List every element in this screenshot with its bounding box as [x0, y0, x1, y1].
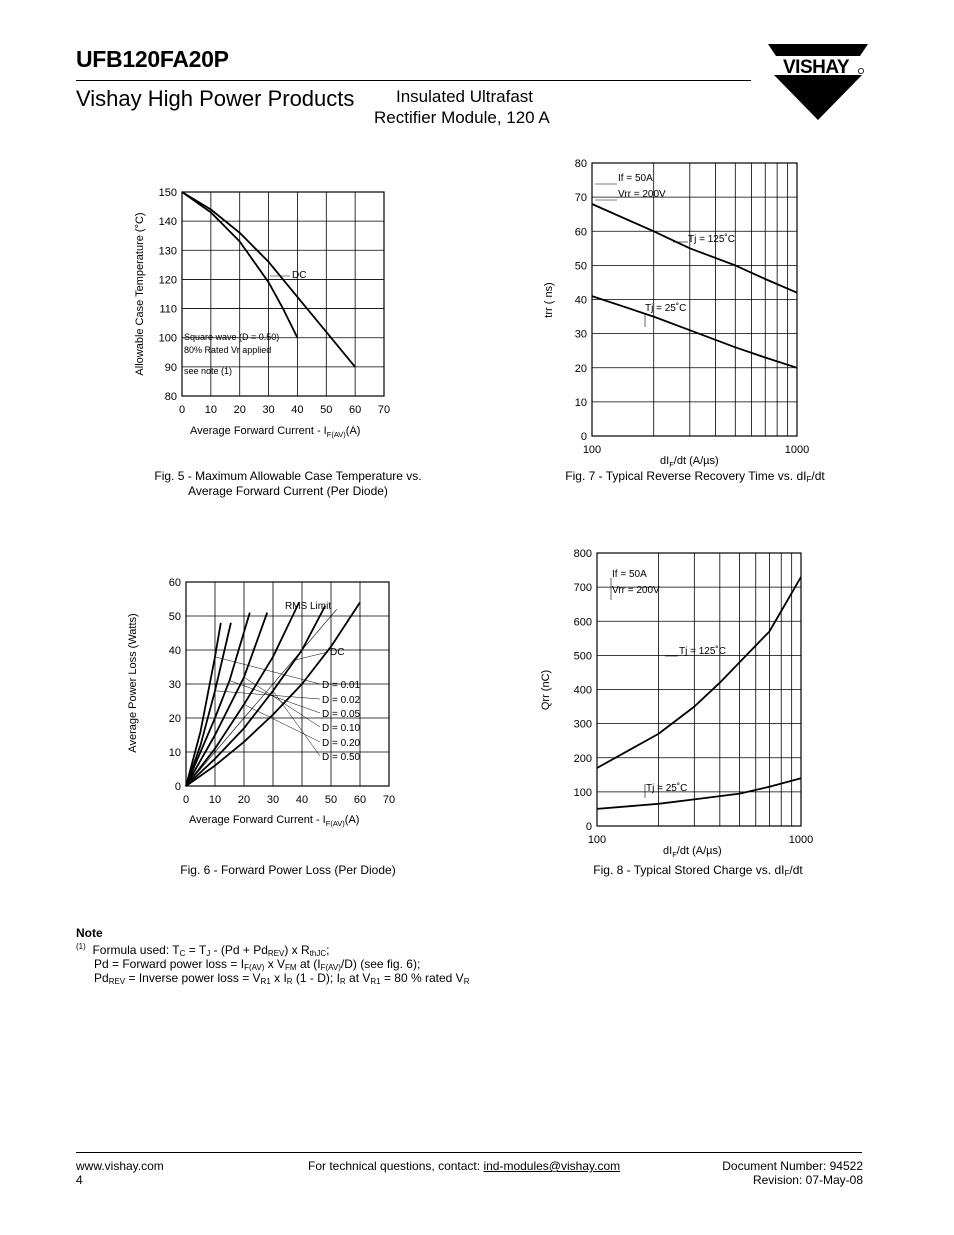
- fig6-duty-label-005: D = 0.05: [322, 709, 361, 720]
- fig6-y-tick-label: 10: [168, 747, 181, 759]
- fig8-x-tick-label: 100: [587, 834, 607, 846]
- fig5-dc-label: DC: [292, 270, 307, 281]
- fig6-duty-leader: [215, 657, 320, 684]
- fig7-y-tick-label: 50: [574, 260, 587, 273]
- fig8-label-25c: Tj = 25˚C: [646, 783, 688, 794]
- fig8-y-tick-label: 700: [573, 582, 592, 595]
- fig5-x-tick-label: 60: [349, 404, 362, 416]
- fig6-duty-label-020: D = 0.20: [322, 738, 361, 749]
- fig5-y-tick-label: 90: [164, 361, 177, 374]
- fig8-y-tick-label: 200: [573, 752, 592, 765]
- fig7-y-tick-label: 60: [574, 226, 587, 239]
- fig6-duty-leader: [244, 677, 320, 727]
- footer-right: [700, 1159, 863, 1187]
- fig7-ylabel: trr ( ns): [543, 282, 555, 318]
- fig6-x-tick-label: 60: [353, 794, 367, 806]
- fig8-ticks: [574, 548, 814, 846]
- fig7-y-tick-label: 0: [580, 431, 587, 443]
- product-line-2: Rectifier Module, 120 A: [374, 108, 550, 127]
- fig8-y-tick-label: 800: [573, 548, 592, 560]
- fig6-ticks: [169, 577, 395, 806]
- fig5-x-tick-label: 0: [178, 404, 186, 416]
- fig6-duty-leader: [230, 681, 321, 713]
- fig6-x-tick-label: 50: [324, 794, 338, 806]
- fig5-x-tick-label: 10: [204, 404, 217, 416]
- fig7-condition-2: Vrr = 200V: [618, 189, 666, 200]
- fig8-y-tick-label: 600: [573, 616, 592, 629]
- product-description: [374, 86, 550, 128]
- fig5-xlabel: Average Forward Current - $I_{F(AV)}(A)$: [190, 425, 361, 439]
- fig6-rms-limit-line: [186, 609, 337, 786]
- fig5-ylabel: Allowable Case Temperature (°C): [134, 212, 146, 376]
- fig7-y-tick-label: 40: [574, 294, 587, 307]
- fig5-x-tick-label: 30: [262, 404, 275, 416]
- part-number: UFB120FA20P: [76, 46, 229, 72]
- fig5-x-tick-label: 20: [233, 404, 246, 416]
- fig6-y-tick-label: 20: [168, 713, 181, 725]
- fig8-ylabel: Qrr (nC): [540, 669, 552, 711]
- fig7-y-tick-label: 10: [574, 396, 587, 409]
- fig6-x-tick-label: 70: [382, 794, 396, 806]
- fig5-x-tick-label: 70: [377, 404, 391, 416]
- fig8-y-tick-label: 0: [585, 821, 592, 833]
- fig6-duty-leader: [273, 691, 320, 756]
- fig6-chart: [120, 570, 410, 835]
- fig7-xlabel: $dI_F/dt$ (A/µs): [660, 455, 719, 469]
- fig7-y-tick-label: 20: [574, 362, 587, 375]
- fig6-duty-label-050: D = 0.50: [322, 752, 361, 763]
- fig5-annotation-1: Square wave (D = 0.50): [184, 332, 280, 342]
- fig7-x-tick-label: 1000: [784, 444, 810, 456]
- fig5-y-tick-label: 80: [164, 391, 177, 403]
- fig8-caption: Fig. 8 - Typical Stored Charge vs. $dI_F/dt$: [593, 863, 803, 878]
- fig6-dc-label: DC: [330, 647, 345, 658]
- logo-text: VISHAY: [783, 57, 849, 78]
- fig7-grid: [592, 163, 797, 436]
- fig7-y-tick-label: 70: [574, 192, 587, 205]
- fig7-y-tick-label: 80: [574, 158, 587, 170]
- fig6-xlabel: Average Forward Current - $I_{F(AV)}(A)$: [189, 814, 360, 828]
- fig6-y-tick-label: 0: [174, 781, 181, 793]
- fig5-chart: [120, 180, 410, 445]
- fig6-series-d-0-20: [186, 602, 299, 786]
- fig6-x-tick-label: 20: [237, 794, 251, 806]
- note-marker: (1): [76, 942, 86, 951]
- fig6-ylabel: Average Power Loss (Watts): [127, 613, 139, 753]
- fig7-label-125c: Tj = 125˚C: [688, 234, 735, 245]
- footer-document-number: Document Number: 94522: [722, 1159, 863, 1173]
- footer-revision: Revision: 07-May-08: [752, 1173, 863, 1187]
- fig7-y-tick-label: 30: [574, 328, 587, 341]
- fig8-chart: [535, 540, 835, 860]
- brand-line: Vishay High Power Products: [76, 86, 355, 111]
- fig5-y-tick-label: 100: [158, 332, 177, 345]
- footer-page-number: 4: [76, 1173, 83, 1187]
- fig7-series: [592, 204, 797, 368]
- fig6-y-tick-label: 40: [168, 645, 181, 657]
- fig8-label-125c: Tj = 125˚C: [679, 646, 726, 657]
- fig5-caption: Fig. 5 - Maximum Allowable Case Temperature vs. Average Forward Current (Per Diode): [154, 469, 422, 498]
- fig6-y-tick-label: 30: [168, 679, 181, 691]
- fig6-y-tick-label: 50: [168, 611, 181, 623]
- note-block: [76, 926, 469, 985]
- header-rule: [76, 80, 751, 81]
- fig6-series-d-0-01: [186, 623, 221, 786]
- fig6-rms-label: RMS Limit: [285, 601, 332, 612]
- fig7-label-25c: Tj = 25˚C: [645, 303, 687, 314]
- fig8-series-tj-125-c: [597, 577, 801, 768]
- fig8-y-tick-label: 500: [573, 650, 592, 663]
- fig6-x-tick-label: 0: [182, 794, 190, 806]
- vishay-logo: [768, 44, 868, 120]
- footer-contact-email-link[interactable]: ind-modules@vishay.com: [483, 1159, 621, 1173]
- fig6-x-tick-label: 40: [295, 794, 309, 806]
- fig8-series: [597, 577, 801, 809]
- fig8-condition-2: Vrr = 200V: [612, 585, 660, 596]
- fig5-x-tick-label: 40: [291, 404, 304, 416]
- note-line-3: $Pd_{REV}$ = Inverse power loss = $V_{R1}$ x $I_R$ (1 - D); $I_R$ at $V_{R1} = 80$ % rated $V_R$: [94, 971, 470, 986]
- footer-contact: [308, 1159, 620, 1173]
- fig7-ticks: [575, 158, 809, 456]
- note-title: Note: [76, 926, 103, 940]
- fig8-y-tick-label: 400: [573, 684, 592, 697]
- fig6-caption: Fig. 6 - Forward Power Loss (Per Diode): [180, 863, 396, 877]
- product-line-1: Insulated Ultrafast: [396, 87, 534, 106]
- fig6-y-tick-label: 60: [168, 577, 181, 589]
- fig8-series-tj-25-c: [597, 778, 801, 809]
- fig8-y-tick-label: 300: [573, 718, 592, 731]
- fig7-x-tick-label: 100: [582, 444, 602, 456]
- footer-left: [76, 1159, 164, 1187]
- fig8-x-tick-label: 1000: [788, 834, 814, 846]
- fig5-annotation-2: 80% Rated Vr applied: [184, 345, 272, 355]
- fig5-y-tick-label: 150: [158, 187, 177, 199]
- fig7-chart: [535, 150, 835, 470]
- fig5-y-tick-label: 140: [158, 216, 177, 229]
- fig7-series-tj-25-c: [592, 296, 797, 368]
- fig5-x-tick-label: 50: [320, 404, 333, 416]
- fig6-duty-label-010: D = 0.10: [322, 723, 361, 734]
- fig5-y-tick-label: 120: [158, 274, 177, 287]
- fig5-y-tick-label: 110: [159, 303, 177, 316]
- fig6-duty-leader: [244, 704, 320, 742]
- footer-website-link[interactable]: www.vishay.com: [76, 1159, 164, 1173]
- fig7-series-tj-125-c: [592, 204, 797, 293]
- fig8-xlabel: $dI_F/dt$ (A/µs): [663, 845, 722, 859]
- footer-contact-prefix: For technical questions, contact:: [308, 1159, 484, 1173]
- fig6-x-tick-label: 10: [208, 794, 222, 806]
- fig8-condition-1: If = 50A: [612, 569, 647, 580]
- footer-rule: [76, 1152, 862, 1153]
- fig5-y-tick-label: 130: [158, 245, 177, 258]
- fig6-duty-label-001: D = 0.01: [322, 680, 361, 691]
- fig6-duty-label-002: D = 0.02: [322, 695, 361, 706]
- fig8-y-tick-label: 100: [573, 786, 592, 799]
- note-line-1: $^{(1)}$ Formula used: $T_C = T_J - (Pd + Pd_{REV})$ x $R_{thJC}$;: [76, 942, 330, 958]
- note-line-2: Pd = Forward power loss = $I_{F(AV)}$ x $V_{FM}$ at $(I_{F(AV)}/D)$ (see fig. 6);: [94, 957, 421, 972]
- fig5-annotation-3: see note (1): [184, 366, 233, 376]
- fig7-caption: Fig. 7 - Typical Reverse Recovery Time vs. $dI_F/dt$: [565, 469, 825, 484]
- fig6-x-tick-label: 30: [266, 794, 280, 806]
- fig7-condition-1: If = 50A: [618, 173, 653, 184]
